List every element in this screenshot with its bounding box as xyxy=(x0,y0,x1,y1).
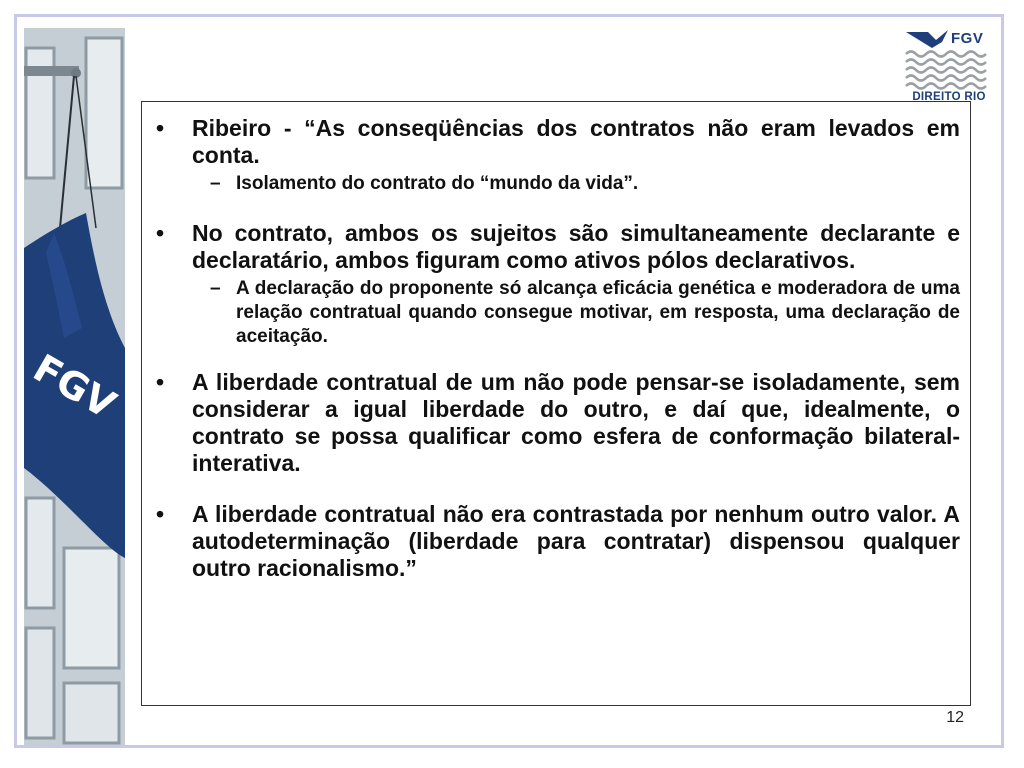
bullet-item xyxy=(156,369,960,477)
fgv-direito-rio-logo xyxy=(902,28,994,108)
bullet-item xyxy=(156,220,960,274)
logo-brand: FGV xyxy=(951,30,984,47)
sub-bullet-marker: – xyxy=(210,173,221,194)
sub-bullet-item xyxy=(156,277,960,349)
bullet-item xyxy=(156,115,960,169)
bullet-text: A liberdade contratual de um não pode pensar-se isoladamente, sem considerar a igual liberdade do outro, e daí que, idealmente, o contrato se possa qualificar como esfera de conformação bilateral-interativa. xyxy=(192,369,960,476)
bullet-item xyxy=(156,501,960,582)
flag-photo-illustration xyxy=(24,28,125,746)
sub-bullet-marker: – xyxy=(210,278,221,299)
bullet-text: Ribeiro - “As conseqüências dos contratos não eram levados em conta. xyxy=(192,115,960,168)
sub-bullet-text: A declaração do proponente só alcança eficácia genética e moderadora de uma relação contratual quando consegue motivar, em resposta, uma declaração de aceitação. xyxy=(236,278,960,347)
bullet-marker: • xyxy=(156,501,165,527)
content-box xyxy=(141,101,971,706)
bullet-text: No contrato, ambos os sujeitos são simultaneamente declarante e declaratário, ambos figuram como ativos pólos declarativos. xyxy=(192,220,960,273)
bullet-marker: • xyxy=(156,369,165,395)
bullet-marker: • xyxy=(156,115,165,141)
logo-subtitle: DIREITO RIO xyxy=(912,91,986,103)
page-number: 12 xyxy=(946,709,964,726)
bullet-text: A liberdade contratual não era contrastada por nenhum outro valor. A autodeterminação (liberdade para contratar) dispensou qualquer outro racionalismo.” xyxy=(192,501,960,581)
sub-bullet-item xyxy=(156,172,960,196)
flag-photo xyxy=(24,28,125,746)
bullet-marker: • xyxy=(156,220,165,246)
svg-text:FGV: FGV xyxy=(26,345,123,428)
sub-bullet-text: Isolamento do contrato do “mundo da vida”. xyxy=(236,173,639,194)
